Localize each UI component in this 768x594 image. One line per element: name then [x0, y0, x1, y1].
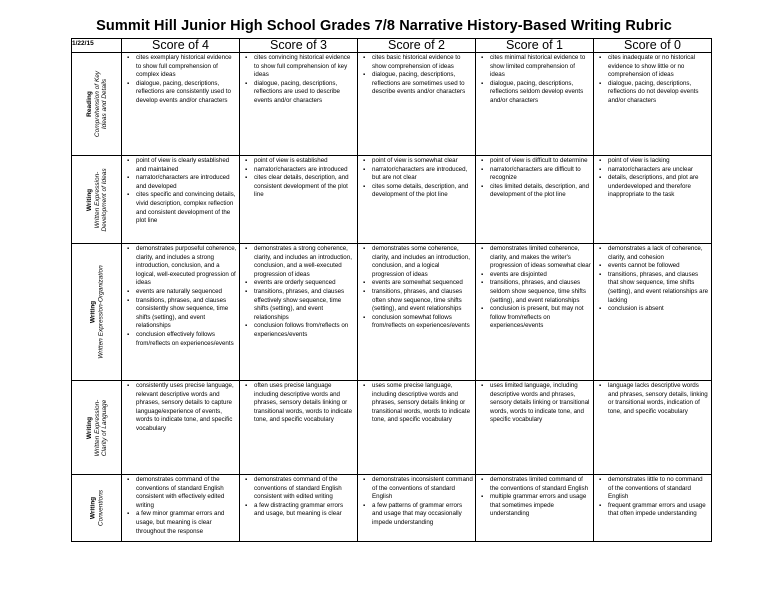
- criterion: ▪ frequent grammar errors and usage that often impede understanding: [608, 502, 709, 519]
- row-label-text: [85, 399, 108, 456]
- rubric-row: [72, 475, 712, 542]
- criterion: ▪ events are disjointed: [490, 271, 591, 280]
- row-label: [72, 244, 122, 381]
- row-subtitle: Ideas and Details: [100, 78, 108, 130]
- criterion: ▪ conclusion effectively follows from/reflects on experiences/events: [136, 331, 237, 348]
- row-subtitle: Written Expression-Organization: [96, 265, 104, 359]
- rubric-cell: [122, 381, 240, 475]
- criterion: ▪ cites specific and convincing details, vivid description, complex reflection and consistent development of the plot line: [136, 191, 237, 225]
- row-category: Reading: [85, 91, 93, 117]
- score-header: Score of 1: [476, 39, 594, 53]
- date-label: 1/22/15: [72, 39, 122, 53]
- criterion: ▪ narrator/characters are difficult to recognize: [490, 166, 591, 183]
- rubric-cell: [358, 381, 476, 475]
- criteria-list: [476, 53, 593, 107]
- row-category: Writing: [89, 300, 96, 324]
- row-subtitle: Written Expression-: [92, 171, 100, 228]
- criterion: ▪ conclusion somewhat follows from/reflects on experiences/events: [372, 314, 473, 331]
- criteria-list: [122, 475, 239, 537]
- rubric-cell: [594, 156, 712, 244]
- rubric-cell: [476, 381, 594, 475]
- criterion: ▪ cites convincing historical evidence to show full comprehension of key ideas: [254, 54, 355, 80]
- criteria-list: [358, 381, 475, 426]
- rubric-cell: [240, 244, 358, 381]
- criteria-list: [476, 244, 593, 332]
- criterion: ▪ cites inadequate or no historical evidence to show little or no comprehension of ideas: [608, 54, 709, 80]
- criterion: ▪ transitions, phrases, and clauses consistently show sequence, time shifts (setting), and event relationships: [136, 297, 237, 331]
- criteria-list: [594, 244, 711, 315]
- criteria-list: [240, 475, 357, 520]
- criterion: ▪ transitions, phrases, and clauses seldom show sequence, time shifts (setting), and event relationships: [490, 279, 591, 305]
- row-label-text: [89, 490, 104, 526]
- rubric-cell: [358, 156, 476, 244]
- criterion: ▪ cites limited details, description, and development of the plot line: [490, 183, 591, 200]
- criterion: ▪ often uses precise language including descriptive words and phrases, sensory details linking or transitional words, words to indicate tone, and specific vocabulary: [254, 382, 355, 425]
- row-label-text: [85, 168, 108, 231]
- criteria-list: [358, 475, 475, 529]
- criterion: ▪ point of view is somewhat clear: [372, 157, 473, 166]
- criteria-list: [240, 156, 357, 201]
- criterion: ▪ conclusion is present, but may not follow from/reflects on experiences/events: [490, 305, 591, 331]
- criterion: ▪ demonstrates some coherence, clarity, and includes an introduction, conclusion, and a logical progression of ideas: [372, 245, 473, 279]
- row-label-text: [85, 71, 108, 137]
- criterion: ▪ transitions, phrases, and clauses that show sequence, time shifts (setting), and event relationships are lacking: [608, 271, 709, 305]
- criteria-list: [122, 53, 239, 107]
- criterion: ▪ multiple grammar errors and usage that sometimes impede understanding: [490, 493, 591, 519]
- criterion: ▪ a few patterns of grammar errors and usage that may occasionally impede understanding: [372, 502, 473, 528]
- criteria-list: [358, 53, 475, 98]
- criteria-list: [594, 475, 711, 520]
- rubric-row: [72, 53, 712, 156]
- criterion: ▪ demonstrates command of the conventions of standard English consistent with edited writing: [254, 476, 355, 502]
- criterion: ▪ transitions, phrases, and clauses effectively show sequence, time shifts (setting), and event relationships: [254, 288, 355, 322]
- criterion: ▪ uses limited language, including descriptive words and phrases, sensory details linking or transitional words, words to indicate tone, and specific vocabulary: [490, 382, 591, 425]
- criterion: ▪ dialogue, pacing, descriptions, reflections seldom develop events and/or characters: [490, 80, 591, 106]
- criterion: ▪ cites minimal historical evidence to show limited comprehension of ideas: [490, 54, 591, 80]
- criterion: ▪ cites clear details, description, and consistent development of the plot line: [254, 174, 355, 200]
- criterion: ▪ demonstrates a lack of coherence, clarity, and cohesion: [608, 245, 709, 262]
- rubric-cell: [358, 53, 476, 156]
- criterion: ▪ point of view is clearly established and maintained: [136, 157, 237, 174]
- criterion: ▪ narrator/characters are introduced: [254, 166, 355, 175]
- criteria-list: [122, 156, 239, 227]
- criterion: ▪ transitions, phrases, and clauses often show sequence, time shifts (setting), and event relationships: [372, 288, 473, 314]
- rubric-cell: [476, 53, 594, 156]
- rubric-cell: [476, 475, 594, 542]
- row-label: [72, 381, 122, 475]
- rubric-cell: [358, 475, 476, 542]
- criterion: ▪ cites some details, description, and development of the plot line: [372, 183, 473, 200]
- rubric-cell: [122, 244, 240, 381]
- criterion: ▪ point of view is established: [254, 157, 355, 166]
- criteria-list: [240, 244, 357, 341]
- rubric-cell: [476, 156, 594, 244]
- criterion: ▪ events are naturally sequenced: [136, 288, 237, 297]
- criterion: ▪ point of view is difficult to determine: [490, 157, 591, 166]
- row-category: Writing: [89, 496, 96, 520]
- criteria-list: [358, 156, 475, 201]
- criteria-list: [476, 156, 593, 201]
- rubric-cell: [594, 381, 712, 475]
- criteria-list: [476, 475, 593, 520]
- criterion: ▪ a few minor grammar errors and usage, but meaning is clear throughout the response: [136, 510, 237, 536]
- row-subtitle: Comprehension of Key: [92, 70, 100, 138]
- criterion: ▪ narrator/characters are introduced, but are not clear: [372, 166, 473, 183]
- criterion: ▪ narrator/characters are unclear: [608, 166, 709, 175]
- criterion: ▪ demonstrates little to no command of the conventions of standard English: [608, 476, 709, 502]
- rubric-cell: [122, 53, 240, 156]
- row-subtitle: Development of Ideas: [100, 167, 108, 232]
- header-row: [72, 39, 712, 53]
- criterion: ▪ demonstrates command of the conventions of standard English consistent with effectively edited writing: [136, 476, 237, 510]
- rubric-cell: [594, 475, 712, 542]
- rubric-cell: [240, 381, 358, 475]
- row-label: [72, 53, 122, 156]
- criterion: ▪ uses some precise language, including descriptive words and phrases, sensory details linking or transitional words, words to indicate tone, and specific vocabulary: [372, 382, 473, 425]
- score-header: Score of 4: [122, 39, 240, 53]
- row-subtitle: Written Expression-: [92, 399, 100, 456]
- criterion: ▪ demonstrates inconsistent command of the conventions of standard English: [372, 476, 473, 502]
- rubric-cell: [476, 244, 594, 381]
- criteria-list: [240, 53, 357, 107]
- rubric-cell: [240, 53, 358, 156]
- criterion: ▪ dialogue, pacing, descriptions, reflections are used to describe events and/or characters: [254, 80, 355, 106]
- row-category: Writing: [85, 188, 93, 211]
- rubric-row: [72, 156, 712, 244]
- criterion: ▪ language lacks descriptive words and phrases, sensory details, linking or transitional words, indication of tone, and specific vocabulary: [608, 382, 709, 416]
- rubric-cell: [122, 156, 240, 244]
- score-header: Score of 0: [594, 39, 712, 53]
- criteria-list: [358, 244, 475, 332]
- row-category: Writing: [85, 416, 93, 439]
- rubric-cell: [358, 244, 476, 381]
- criterion: ▪ cites basic historical evidence to show comprehension of ideas: [372, 54, 473, 71]
- criteria-list: [122, 381, 239, 435]
- criterion: ▪ demonstrates limited coherence, clarity, and makes the writer's progression of ideas somewhat clear: [490, 245, 591, 271]
- rubric-cell: [240, 475, 358, 542]
- criterion: ▪ cites exemplary historical evidence to show full comprehension of complex ideas: [136, 54, 237, 80]
- rubric-cell: [594, 244, 712, 381]
- criteria-list: [594, 381, 711, 417]
- criterion: ▪ conclusion is absent: [608, 305, 709, 314]
- criterion: ▪ events are somewhat sequenced: [372, 279, 473, 288]
- criterion: ▪ demonstrates a strong coherence, clarity, and includes an introduction, conclusion, and a well-executed progression of ideas: [254, 245, 355, 279]
- rubric-cell: [240, 156, 358, 244]
- criterion: ▪ conclusion follows from/reflects on experiences/events: [254, 322, 355, 339]
- criterion: ▪ dialogue, pacing, descriptions, reflections are sometimes used to describe events and/or characters: [372, 71, 473, 97]
- score-header: Score of 2: [358, 39, 476, 53]
- score-header: Score of 3: [240, 39, 358, 53]
- criterion: ▪ details, descriptions, and plot are underdeveloped and therefore inappropriate to the task: [608, 174, 709, 200]
- criterion: ▪ demonstrates purposeful coherence, clarity, and includes a strong introduction, conclusion, and a logical, well-executed progression of ideas: [136, 245, 237, 288]
- row-label: [72, 475, 122, 542]
- row-label: [72, 156, 122, 244]
- criteria-list: [240, 381, 357, 426]
- criterion: ▪ events cannot be followed: [608, 262, 709, 271]
- page-title: Summit Hill Junior High School Grades 7/8 Narrative History-Based Writing Rubric: [96, 18, 672, 34]
- rubric-row: [72, 381, 712, 475]
- rubric-cell: [594, 53, 712, 156]
- criteria-list: [594, 53, 711, 107]
- criterion: ▪ demonstrates limited command of the conventions of standard English: [490, 476, 591, 493]
- criterion: ▪ point of view is lacking: [608, 157, 709, 166]
- criteria-list: [594, 156, 711, 201]
- row-subtitle: Clarity of Language: [100, 399, 108, 456]
- rubric-row: [72, 244, 712, 381]
- row-label-text: [89, 265, 104, 359]
- criteria-list: [476, 381, 593, 426]
- criterion: ▪ dialogue, pacing, descriptions, reflections are consistently used to develop events and/or characters: [136, 80, 237, 106]
- criteria-list: [122, 244, 239, 349]
- criterion: ▪ dialogue, pacing, descriptions, reflections do not develop events and/or characters: [608, 80, 709, 106]
- row-subtitle: Conventions: [96, 489, 104, 527]
- rubric-cell: [122, 475, 240, 542]
- criterion: ▪ narrator/characters are introduced and developed: [136, 174, 237, 191]
- rubric-table: [71, 38, 712, 542]
- criterion: ▪ events are orderly sequenced: [254, 279, 355, 288]
- criterion: ▪ a few distracting grammar errors and usage, but meaning is clear: [254, 502, 355, 519]
- criterion: ▪ consistently uses precise language, relevant descriptive words and phrases, sensory details to capture language/experience of events, words to indicate tone, and specific vocabulary: [136, 382, 237, 434]
